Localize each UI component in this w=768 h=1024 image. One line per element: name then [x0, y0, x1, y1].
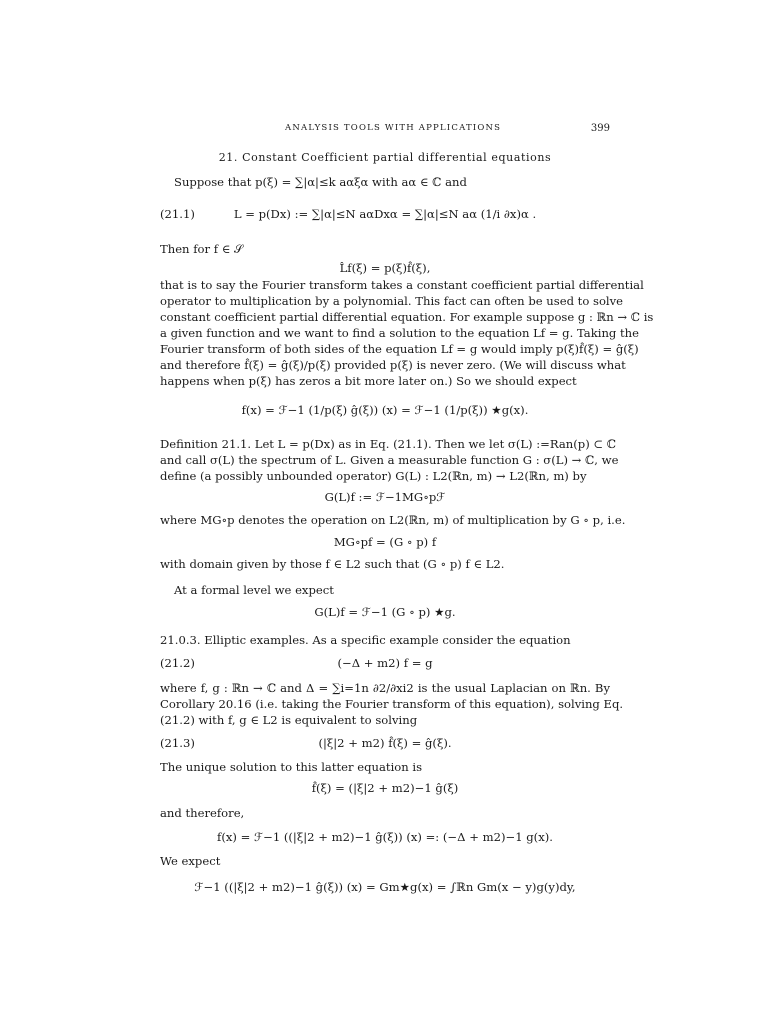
equation-body: (−Δ + m2) f = g [337, 656, 433, 670]
text-line: The unique solution to this latter equation is [160, 760, 423, 774]
display-equation: f̂(ξ) = (|ξ|2 + m2)−1 ĝ(ξ) [311, 781, 459, 795]
text-line: Corollary 20.16 (i.e. taking the Fourier transform of this equation), solving Eq. [160, 697, 624, 711]
text-line: At a formal level we expect [174, 583, 334, 597]
section-title: 21. Constant Coefficient partial differential equations [218, 151, 552, 164]
display-equation: ℱ−1 ((|ξ|2 + m2)−1 ĝ(ξ)) (x) = Gm★g(x) = ∫ℝn Gm(x − y)g(y)dy, [194, 880, 576, 894]
subsection-heading-line: 21.0.3. Elliptic examples. As a specific example consider the equation [160, 633, 571, 647]
display-equation: G(L)f := ℱ−1MG∘pℱ [324, 490, 446, 504]
text-line: define (a possibly unbounded operator) G(L) : L2(ℝn, m) → L2(ℝn, m) by [160, 469, 587, 483]
text-line: (21.2) with f, g ∈ L2 is equivalent to solving [160, 713, 418, 727]
text-line: Fourier transform of both sides of the equation Lf = g would imply p(ξ)f̂(ξ) = ĝ(ξ) [160, 342, 639, 356]
display-equation: G(L)f = ℱ−1 (G ∘ p) ★g. [314, 605, 456, 619]
text-line: Then for f ∈ 𝒮 [160, 242, 243, 256]
display-equation: f(x) = ℱ−1 ((|ξ|2 + m2)−1 ĝ(ξ)) (x) =: (−Δ + m2)−1 g(x). [217, 830, 553, 844]
text-line: We expect [160, 854, 221, 868]
display-equation: MG∘pf = (G ∘ p) f [333, 535, 437, 549]
text-line: constant coefficient partial differential equation. For example suppose g : ℝn → ℂ is [160, 310, 654, 324]
text-line: with domain given by those f ∈ L2 such that (G ∘ p) f ∈ L2. [160, 557, 505, 571]
text-line: and call σ(L) the spectrum of L. Given a measurable function G : σ(L) → ℂ, we [160, 453, 619, 467]
definition-line: Definition 21.1. Let L = p(Dx) as in Eq. (21.1). Then we let σ(L) :=Ran(p) ⊂ ℂ [160, 437, 617, 451]
equation-number: (21.1) [160, 207, 195, 221]
page-header [160, 123, 610, 137]
display-equation-21-2 [160, 655, 610, 673]
page-number: 399 [590, 123, 610, 134]
text-line: where MG∘p denotes the operation on L2(ℝn, m) of multiplication by G ∘ p, i.e. [160, 513, 626, 527]
display-equation: f(x) = ℱ−1 (1/p(ξ) ĝ(ξ)) (x) = ℱ−1 (1/p(ξ)) ★g(x). [241, 403, 529, 417]
equation-body: L = p(Dx) := ∑|α|≤N aαDxα = ∑|α|≤N aα (1/i ∂x)α . [233, 207, 537, 221]
text-line: that is to say the Fourier transform takes a constant coefficient partial differential [160, 278, 644, 292]
display-equation-21-3 [160, 735, 610, 753]
display-equation: L̂f(ξ) = p(ξ)f̂(ξ), [339, 261, 431, 275]
text-line: happens when p(ξ) has zeros a bit more later on.) So we should expect [160, 374, 577, 388]
equation-number: (21.3) [160, 736, 195, 750]
text-line: and therefore f̂(ξ) = ĝ(ξ)/p(ξ) provided p(ξ) is never zero. (We will discuss what [160, 358, 626, 372]
text-line: a given function and we want to find a solution to the equation Lf = g. Taking the [160, 326, 640, 340]
text-line: operator to multiplication by a polynomial. This fact can often be used to solve [160, 294, 624, 308]
display-equation-21-1 [160, 206, 610, 226]
equation-body: (|ξ|2 + m2) f̂(ξ) = ĝ(ξ). [318, 736, 452, 750]
equation-number: (21.2) [160, 656, 195, 670]
running-title: ANALYSIS TOOLS WITH APPLICATIONS [285, 123, 502, 133]
text-line: Suppose that p(ξ) = ∑|α|≤k aαξα with aα ∈ ℂ and [174, 175, 467, 189]
text-line: where f, g : ℝn → ℂ and Δ = ∑i=1n ∂2/∂xi2 is the usual Laplacian on ℝn. By [160, 681, 610, 695]
text-line: and therefore, [160, 806, 245, 820]
